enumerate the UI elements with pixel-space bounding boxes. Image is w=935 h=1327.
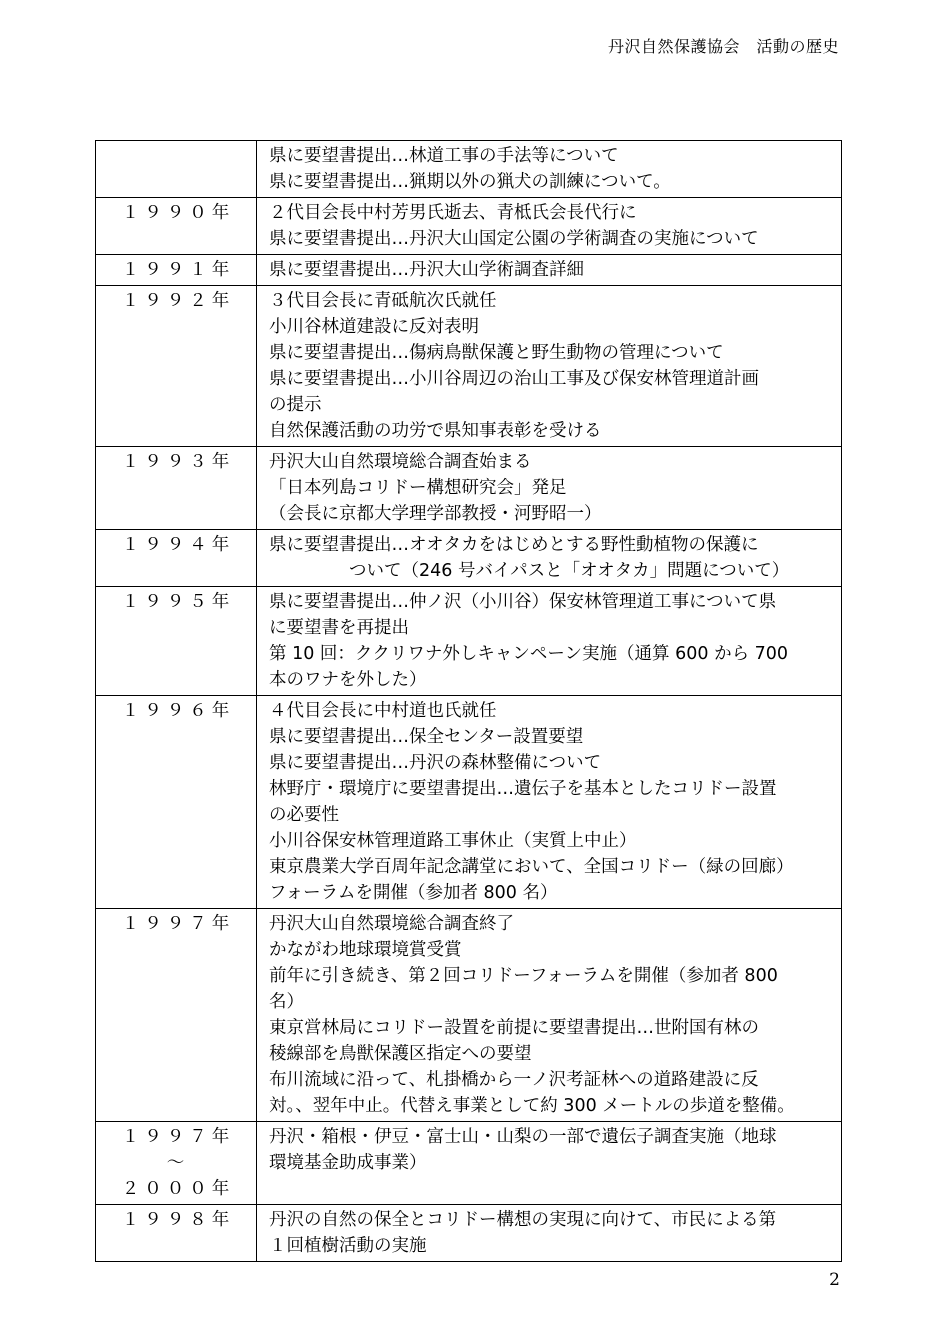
event-line: 県に要望書提出…丹沢大山学術調査詳細 <box>269 260 584 280</box>
event-line: 「日本列島コリドー構想研究会」発足 <box>269 478 567 498</box>
history-row <box>96 447 842 530</box>
year-cell <box>96 198 257 255</box>
event-line: 名） <box>269 992 304 1012</box>
event-line: （会長に京都大学理学部教授・河野昭一） <box>269 504 602 524</box>
year-cell <box>96 696 257 909</box>
year-text: １９９４年 <box>121 535 235 555</box>
event-line: 対。、翌年中止。代替え事業として約 300 メートルの歩道を整備。 <box>269 1096 795 1116</box>
events-cell <box>257 1122 842 1205</box>
year-text: １９９８年 <box>121 1210 235 1230</box>
year-text: １９９０年 <box>121 203 235 223</box>
event-line: に要望書を再提出 <box>269 618 409 638</box>
year-cell <box>96 1205 257 1262</box>
event-line: 林野庁・環境庁に要望書提出…遺伝子を基本としたコリドー設置 <box>269 779 777 799</box>
year-cell <box>96 530 257 587</box>
event-line: 丹沢の自然の保全とコリドー構想の実現に向けて、市民による第 <box>269 1210 777 1230</box>
history-row <box>96 530 842 587</box>
year-cell <box>96 909 257 1122</box>
history-row <box>96 1122 842 1205</box>
events-cell <box>257 255 842 286</box>
event-line: 県に要望書提出…丹沢の森林整備について <box>269 753 602 773</box>
year-text: １９９５年 <box>121 592 235 612</box>
events-cell <box>257 909 842 1122</box>
event-line: 丹沢・箱根・伊豆・富士山・山梨の一部で遺伝子調査実施（地球 <box>269 1127 777 1147</box>
events-cell <box>257 1205 842 1262</box>
event-line: ３代目会長に青砥航次氏就任 <box>269 291 497 311</box>
event-line: 第 10 回：ククリワナ外しキャンペーン実施（通算 600 から 700 <box>269 644 789 664</box>
history-row <box>96 1205 842 1262</box>
history-table <box>95 140 842 1262</box>
event-line: 環境基金助成事業） <box>269 1153 427 1173</box>
event-line: 県に要望書提出…小川谷周辺の治山工事及び保安林管理道計画 <box>269 369 759 389</box>
event-line: 前年に引き続き、第２回コリドーフォーラムを開催（参加者 800 <box>269 966 778 986</box>
event-line: の提示 <box>269 395 322 415</box>
history-row <box>96 286 842 447</box>
year-text: ～ <box>166 1153 190 1173</box>
year-cell <box>96 587 257 696</box>
event-line: 布川流域に沿って、札掛橋から一ノ沢考証林への道路建設に反 <box>269 1070 759 1090</box>
events-cell <box>257 587 842 696</box>
year-text: １９９３年 <box>121 452 235 472</box>
events-cell <box>257 198 842 255</box>
year-cell <box>96 286 257 447</box>
event-line: 県に要望書提出…林道工事の手法等について <box>269 146 619 166</box>
event-line: 稜線部を鳥獣保護区指定への要望 <box>269 1044 532 1064</box>
history-row <box>96 198 842 255</box>
year-text: １９９２年 <box>121 291 235 311</box>
event-line: 県に要望書提出…保全センター設置要望 <box>269 727 584 747</box>
event-line: 県に要望書提出…傷病鳥獣保護と野生動物の管理について <box>269 343 724 363</box>
event-line: 丹沢大山自然環境総合調査終了 <box>269 914 514 934</box>
history-row <box>96 909 842 1122</box>
events-cell <box>257 696 842 909</box>
event-line: 小川谷林道建設に反対表明 <box>269 317 479 337</box>
year-text: １９９７年 <box>121 914 235 934</box>
page-header: 丹沢自然保護協会 活動の歴史 <box>607 37 839 56</box>
history-row <box>96 587 842 696</box>
page-number: 2 <box>829 1270 840 1290</box>
year-text: １９９１年 <box>121 260 235 280</box>
event-line: 県に要望書提出…仲ノ沢（小川谷）保安林管理道工事について県 <box>269 592 777 612</box>
event-line: フォーラムを開催（参加者 800 名） <box>269 883 558 903</box>
events-cell <box>257 530 842 587</box>
events-cell <box>257 447 842 530</box>
event-line: の必要性 <box>269 805 339 825</box>
history-row <box>96 255 842 286</box>
event-line: 県に要望書提出…オオタカをはじめとする野性動植物の保護に <box>269 535 759 555</box>
year-cell <box>96 255 257 286</box>
event-line: 自然保護活動の功労で県知事表彰を受ける <box>269 421 602 441</box>
event-line: 県に要望書提出…丹沢大山国定公園の学術調査の実施について <box>269 229 759 249</box>
year-text: １９９６年 <box>121 701 235 721</box>
event-line: 丹沢大山自然環境総合調査始まる <box>269 452 532 472</box>
event-line: 本のワナを外した） <box>269 670 427 690</box>
events-cell <box>257 141 842 198</box>
event-line: 東京営林局にコリドー設置を前提に要望書提出…世附国有林の <box>269 1018 759 1038</box>
history-row <box>96 141 842 198</box>
event-line: 東京農業大学百周年記念講堂において、全国コリドー（緑の回廊） <box>269 857 794 877</box>
year-text: ２０００年 <box>121 1179 235 1199</box>
history-row <box>96 696 842 909</box>
year-cell <box>96 141 257 198</box>
year-text: １９９７年 <box>121 1127 235 1147</box>
event-line: ついて（246 号バイパスと「オオタカ」問題について） <box>349 561 790 581</box>
event-line: ４代目会長に中村道也氏就任 <box>269 701 497 721</box>
event-line: ２代目会長中村芳男氏逝去、青柢氏会長代行に <box>269 203 637 223</box>
event-line: 小川谷保安林管理道路工事休止（実質上中止） <box>269 831 637 851</box>
year-cell <box>96 447 257 530</box>
year-cell <box>96 1122 257 1205</box>
event-line: 県に要望書提出…猟期以外の猟犬の訓練について。 <box>269 172 671 192</box>
events-cell <box>257 286 842 447</box>
event-line: １回植樹活動の実施 <box>269 1236 427 1256</box>
event-line: かながわ地球環境賞受賞 <box>269 940 462 960</box>
